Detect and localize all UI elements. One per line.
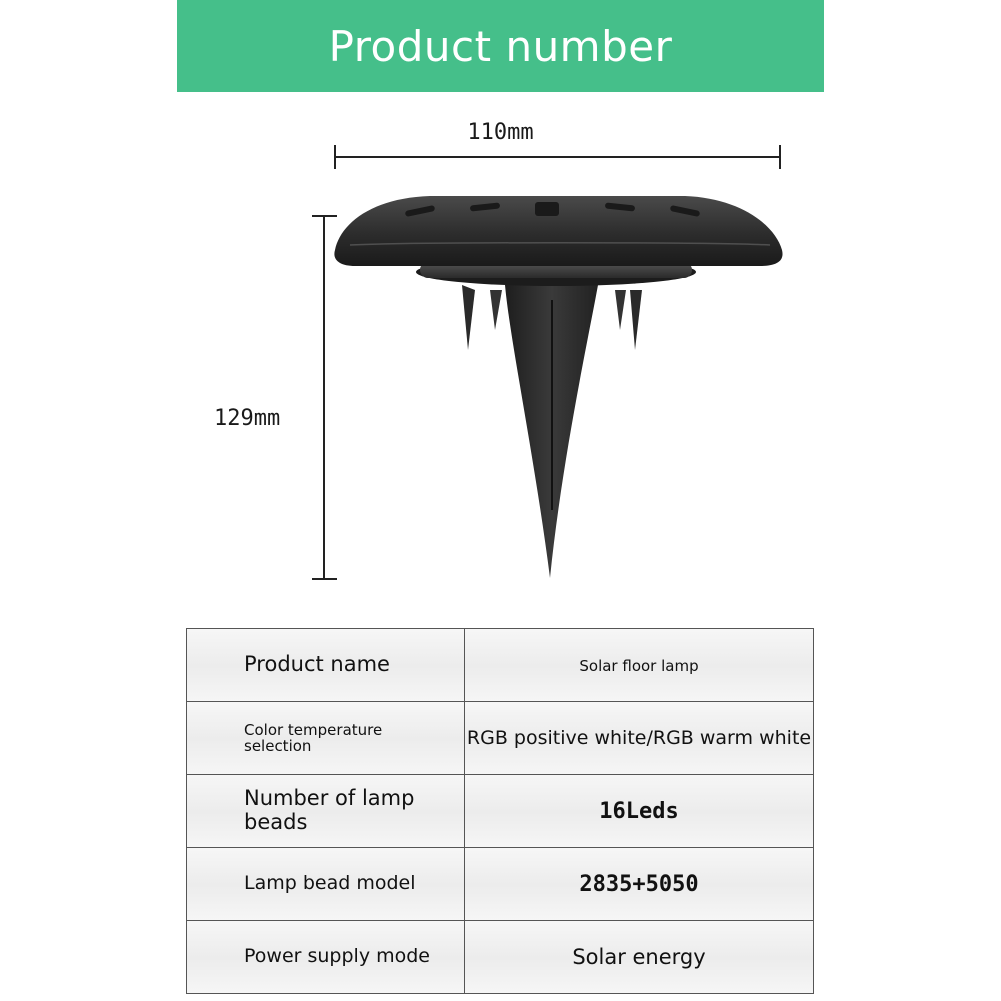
height-dimension-line	[323, 215, 325, 580]
width-dimension-cap-right	[779, 145, 781, 169]
spec-value: Solar floor lamp	[579, 656, 699, 675]
spec-value: Solar energy	[572, 945, 706, 969]
spec-label: Lamp bead model	[244, 872, 416, 895]
spec-value: 16Leds	[599, 798, 679, 824]
table-row	[187, 629, 814, 702]
table-row	[187, 921, 814, 994]
spec-label: Color temperature selection	[244, 720, 383, 755]
spec-value: 2835+5050	[579, 871, 699, 897]
solar-lamp-illustration	[330, 190, 790, 585]
spec-label: Power supply mode	[244, 945, 430, 968]
spec-value: RGB positive white/RGB warm white	[466, 727, 812, 749]
table-row	[187, 775, 814, 848]
banner-title: Product number	[328, 21, 673, 71]
width-dimension-line	[334, 156, 781, 158]
table-row	[187, 702, 814, 775]
spec-label: Product name	[244, 652, 390, 677]
width-dimension-cap-left	[334, 145, 336, 169]
header-banner	[177, 0, 824, 92]
table-row	[187, 848, 814, 921]
spec-label: Number of lamp beads	[244, 786, 415, 834]
width-dimension-label: 110mm	[467, 120, 534, 145]
specs-table	[186, 628, 814, 994]
height-dimension-label: 129mm	[214, 406, 281, 431]
